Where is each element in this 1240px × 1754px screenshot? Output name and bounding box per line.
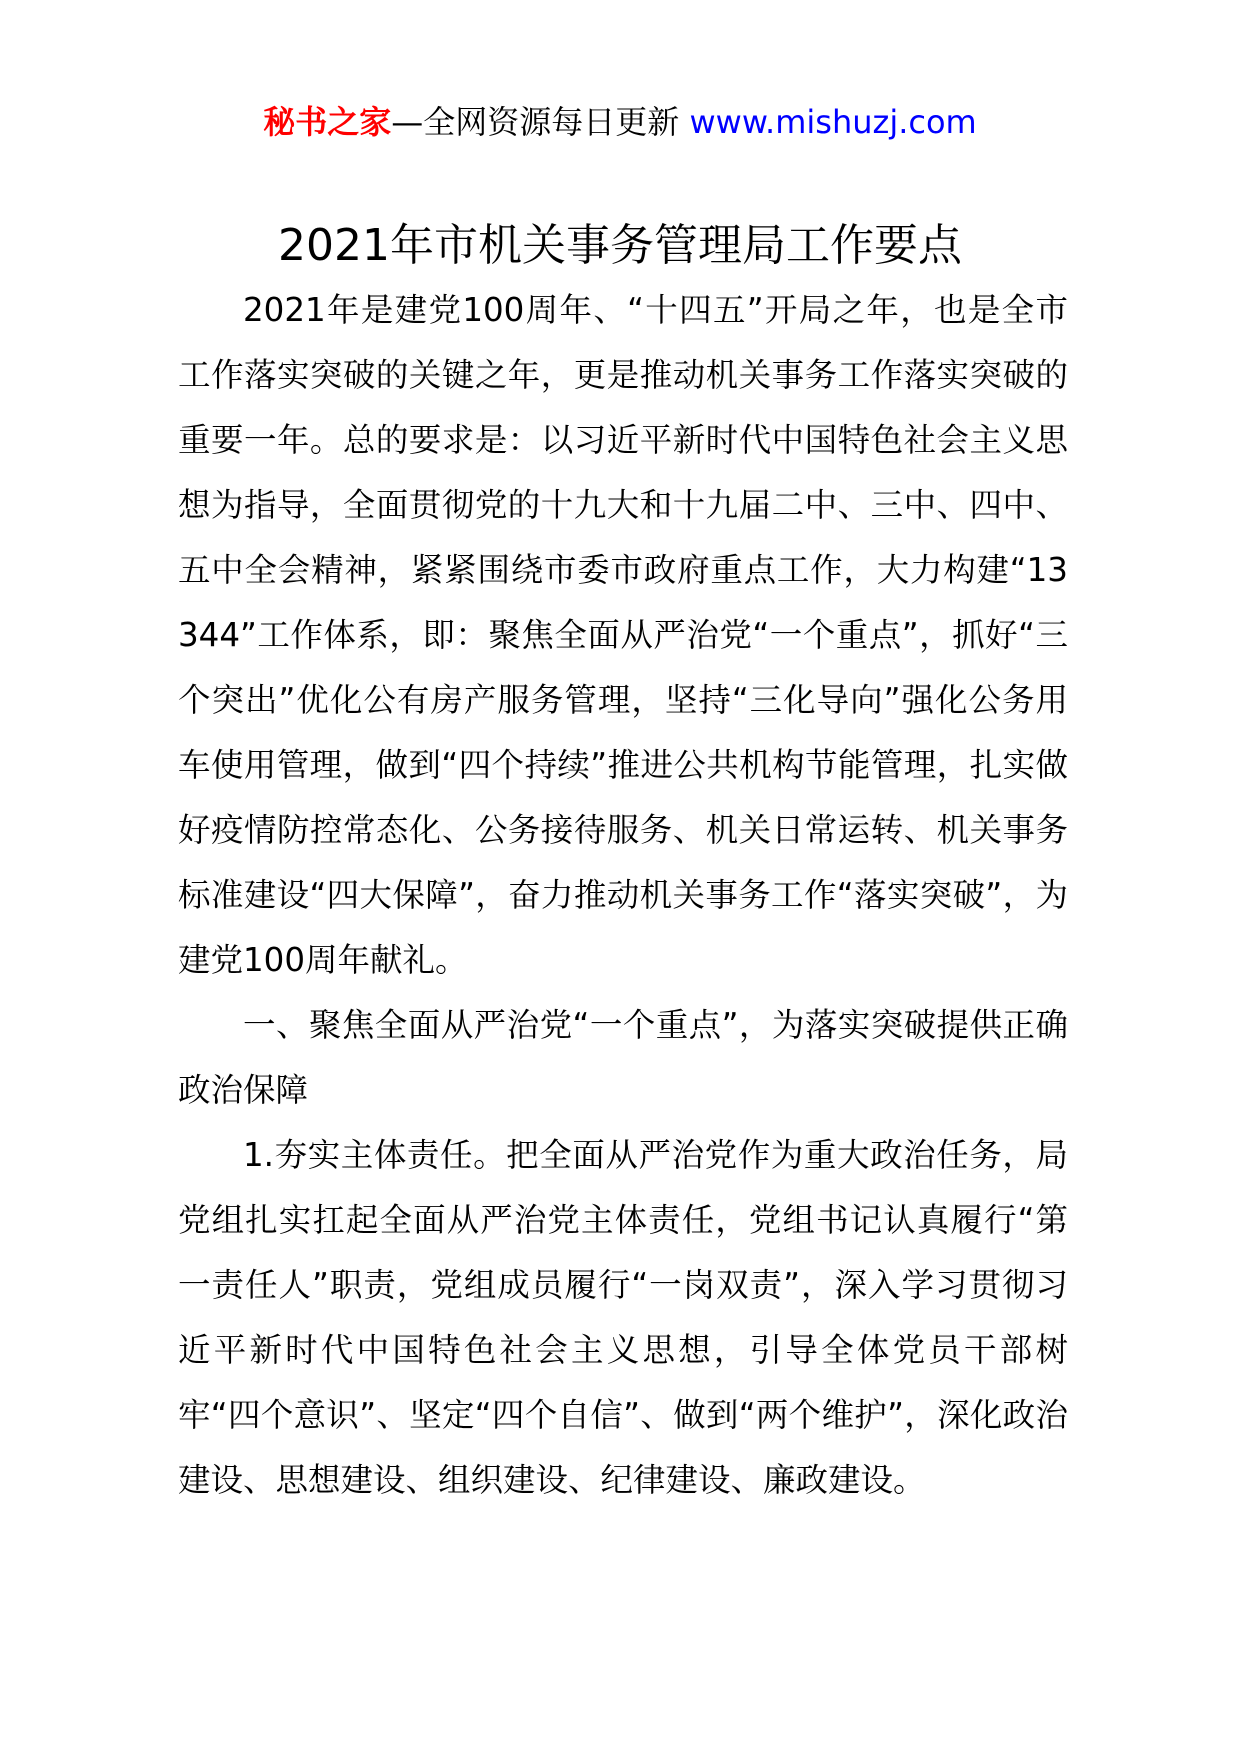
document-body [178,278,1068,1513]
intro-paragraph: 2021年是建党100周年、“十四五”开局之年，也是全市工作落实突破的关键之年，更是推动机关事务工作落实突破的重要一年。总的要求是：以习近平新时代中国特色社会主义思想为指导，全面贯彻党的十九大和十九届二中、三中、四中、五中全会精神，紧紧围绕市委市政府重点工作，大力构建“13344”工作体系，即：聚焦全面从严治党“一个重点”，抓好“三个突出”优化公有房产服务管理，坚持“三化导向”强化公务用车使用管理，做到“四个持续”推进公共机构节能管理，扎实做好疫情防控常态化、公务接待服务、机关日常运转、机关事务标准建设“四大保障”，奋力推动机关事务工作“落实突破”，为建党100周年献礼。 [178,291,1068,979]
document-title: 2021年市机关事务管理局工作要点 [278,220,962,271]
brand-name: 秘书之家 [263,103,392,141]
site-url-link[interactable]: www.mishuzj.com [689,103,977,141]
header-tagline: —全网资源每日更新 [391,103,680,141]
section-heading: 一、聚焦全面从严治党“一个重点”，为落实突破提供正确政治保障 [178,1006,1068,1109]
item-paragraph: 1.夯实主体责任。把全面从严治党作为重大政治任务，局党组扎实扛起全面从严治党主体责任，党组书记认真履行“第一责任人”职责，党组成员履行“一岗双责”，深入学习贯彻习近平新时代中国特色社会主义思想，引导全体党员干部树牢“四个意识”、坚定“四个自信”、做到“两个维护”，深化政治建设、思想建设、组织建设、纪律建设、廉政建设。 [178,1136,1068,1499]
site-header [0,100,1240,144]
